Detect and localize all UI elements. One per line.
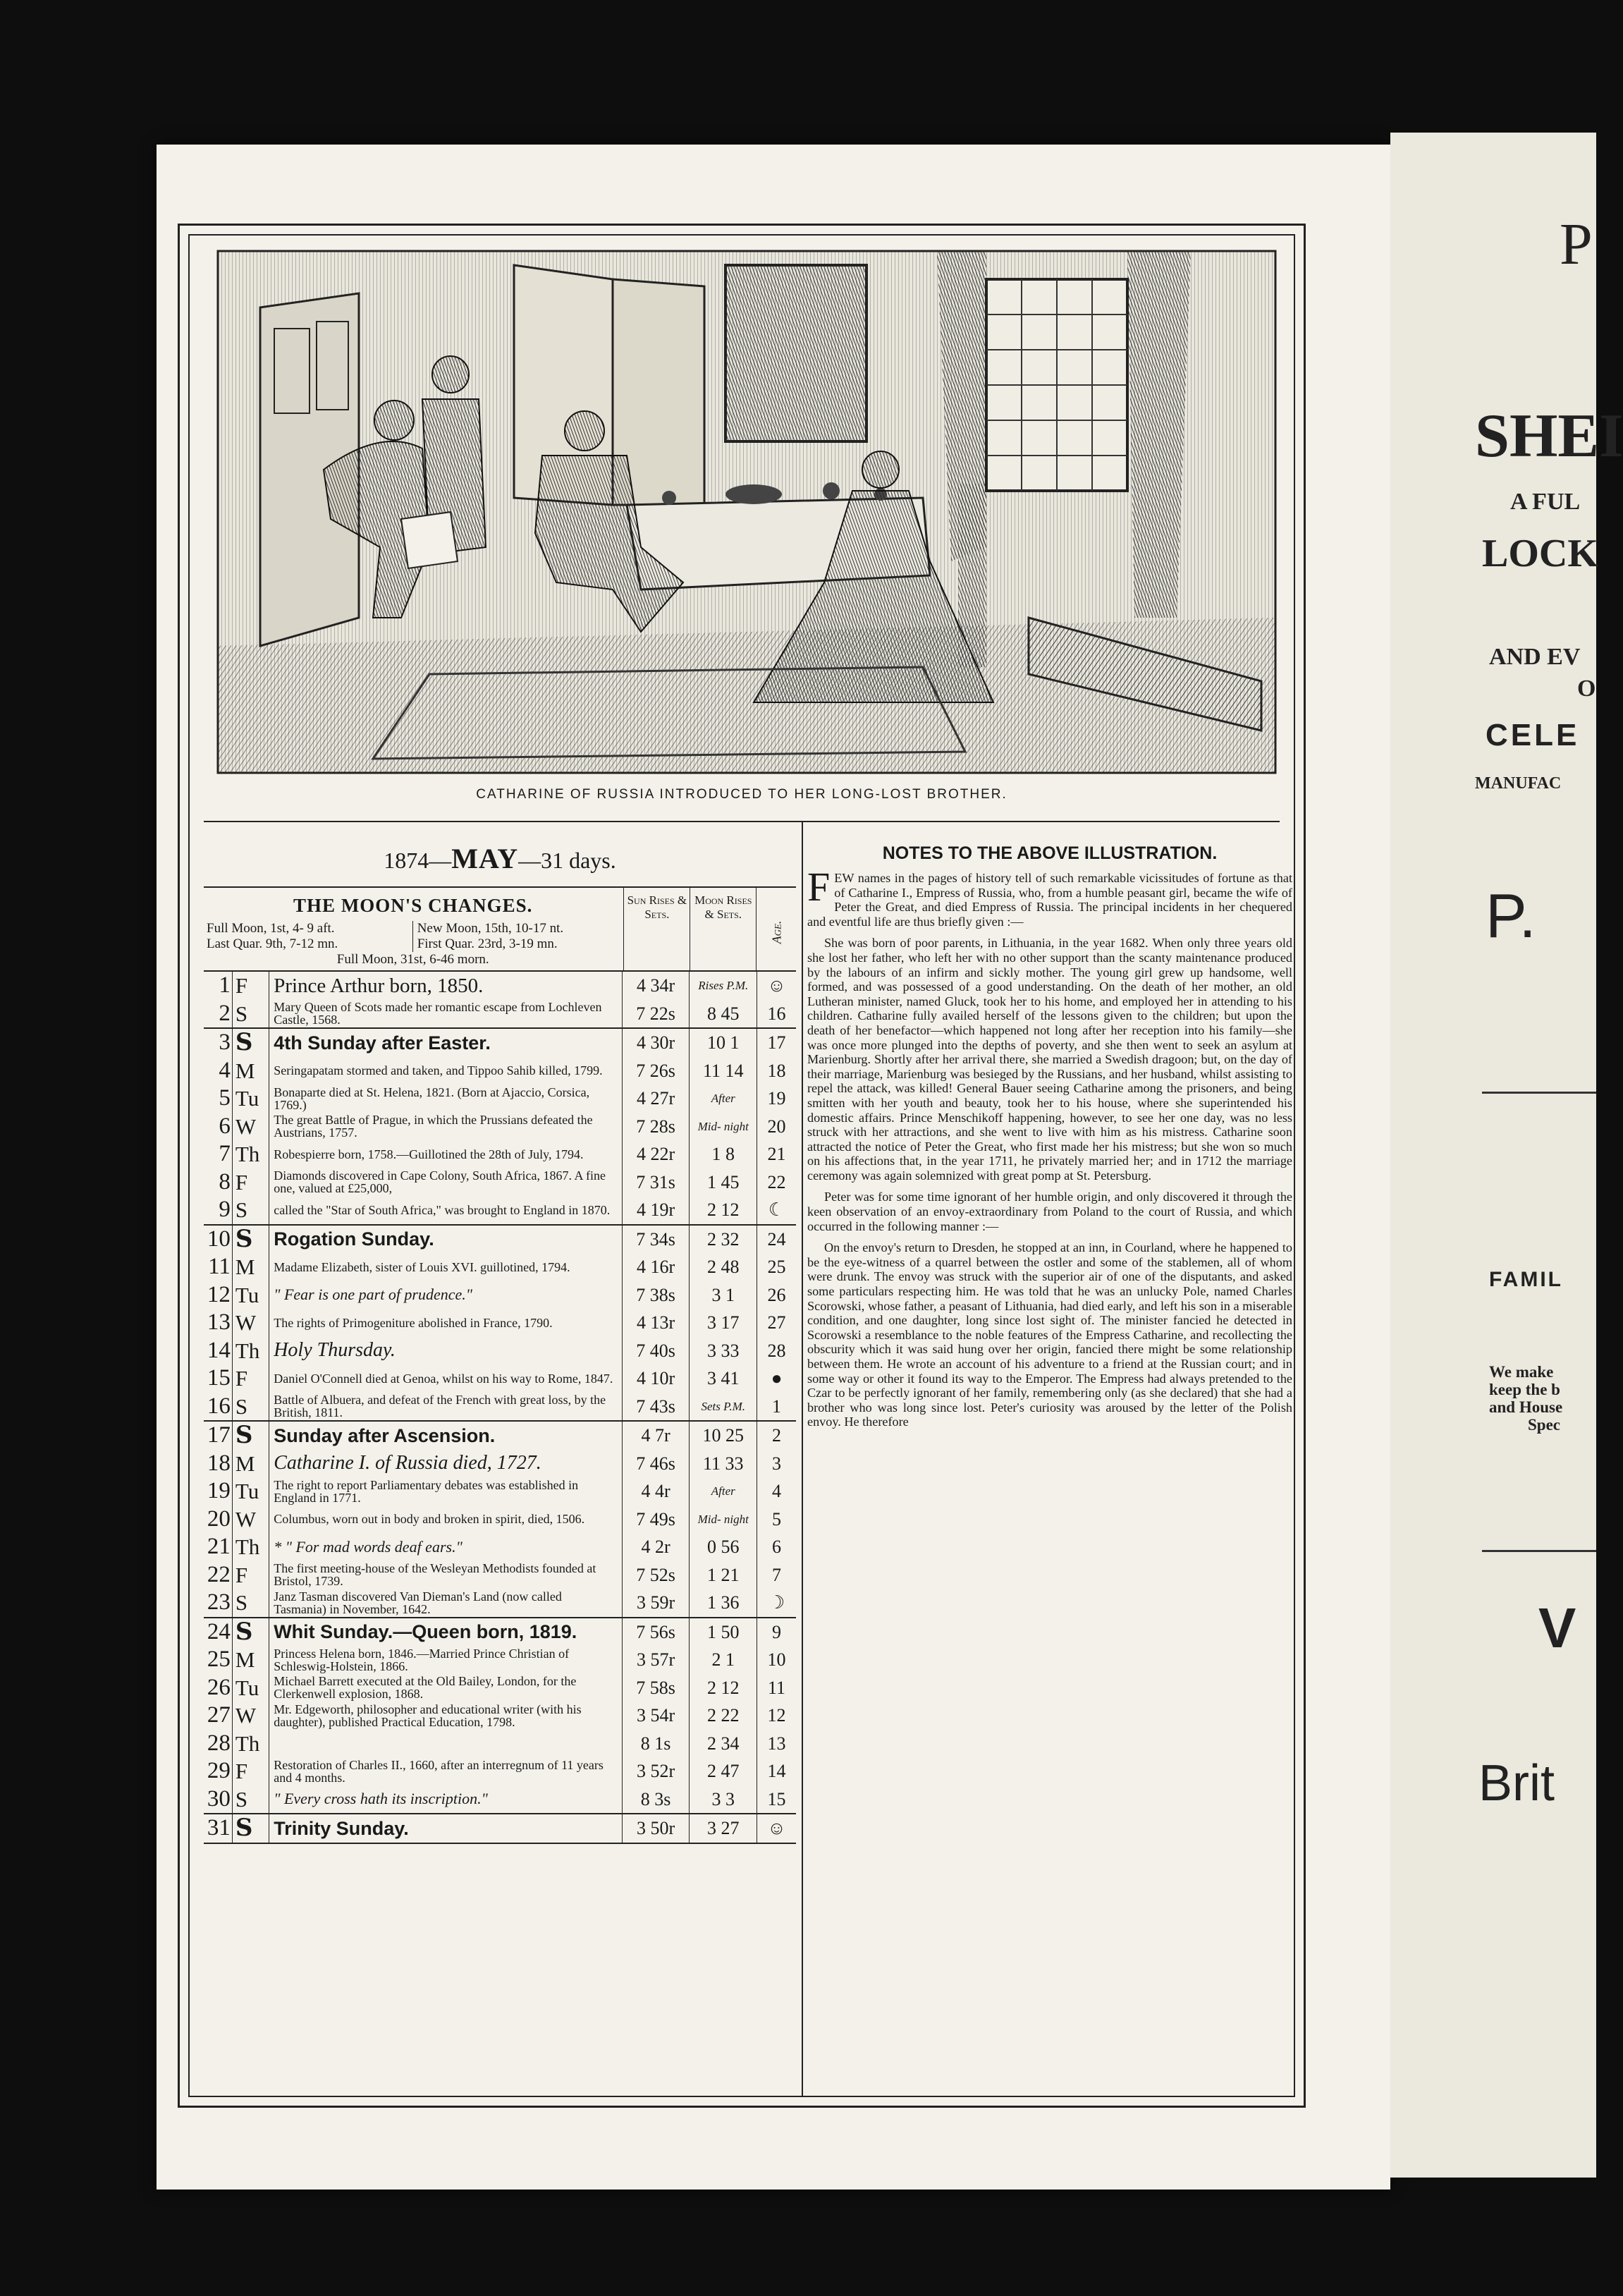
day-event: Catharine I. of Russia died, 1727.	[269, 1450, 622, 1478]
almanac-page	[157, 145, 1390, 2190]
notes-paragraph: On the envoy's return to Dresden, he stopped at an inn, in Courland, where he happened to be the eye-witness of a quarrel between the ostler and some of the stablemen, all of whom were drunk. The envoy was struck with the superior air of one of the disputants, and asked some particulars respecting him. He was told that he was an unlucky Pole, named Charles Scorowski, whose father, a peasant of Lithuania, had died early, and left his son in a miserable condition, and one daughter, long since lost sight of. The minister fancied he detected in Scorowski a resemblance to the noble features of the Empress Catharine, and recollecting the obscurity which it was said hung over her origin, fancied there might be some relationship between them. He wrote an account of his adventure to a friend at the Russian court; and in some way or other it found its way to the Emperor. The Empress had always pretended to the Czar to be perfectly ignorant of her family, remembering only (as she declared) that she had a brother who was long since lost. Peter's curiosity was aroused by the letter of the Polish envoy. He therefore	[807, 1240, 1292, 1429]
calendar-week	[204, 1226, 796, 1422]
moon-time: 1 8	[689, 1140, 757, 1168]
day-number: 9	[219, 1197, 231, 1223]
day-of-week: Tu	[232, 1281, 269, 1309]
sun-time: 7 56s	[622, 1618, 690, 1647]
day-number: 6	[219, 1113, 231, 1139]
day-number: 26	[207, 1674, 231, 1700]
day-event: Prince Arthur born, 1850.	[269, 972, 622, 1000]
moon-change-full: Full Moon, 31st, 6-46 morn.	[336, 952, 489, 967]
day-event	[269, 1730, 622, 1758]
moon-time: 2 32	[689, 1226, 757, 1254]
moon-time: 2 47	[689, 1757, 757, 1785]
calendar-day-row	[204, 1000, 796, 1028]
sun-time: 7 28s	[622, 1113, 690, 1141]
moon-time: 2 12	[689, 1196, 757, 1224]
day-of-week: S	[232, 1029, 269, 1057]
sun-time: 8 3s	[622, 1785, 690, 1814]
moon-change: Last Quar. 9th, 7-12 mn.	[207, 936, 413, 952]
moon-changes-header	[204, 886, 796, 970]
moon-change: New Moon, 15th, 10-17 nt.	[417, 921, 564, 936]
day-event: " Every cross hath its inscription."	[269, 1785, 622, 1814]
moon-age: 20	[757, 1113, 796, 1141]
adjacent-text: and House	[1489, 1398, 1563, 1416]
day-event: Michael Barrett executed at the Old Bailey, London, for the Clerkenwell explosion, 1868.	[269, 1674, 622, 1702]
moon-age: 24	[757, 1226, 796, 1254]
sun-time: 4 7r	[622, 1422, 690, 1450]
sun-time: 7 40s	[622, 1337, 690, 1365]
sun-time: 7 22s	[622, 1000, 690, 1028]
moon-age: 13	[757, 1730, 796, 1758]
sun-time: 7 46s	[622, 1450, 690, 1478]
calendar-day-row	[204, 1309, 796, 1337]
adjacent-text: P.	[1486, 881, 1536, 951]
moon-age: ●	[757, 1364, 796, 1393]
day-event: Whit Sunday.—Queen born, 1819.	[269, 1618, 622, 1647]
sun-time: 4 16r	[622, 1253, 690, 1281]
day-number: 27	[207, 1702, 231, 1728]
day-number: 15	[207, 1365, 231, 1391]
day-of-week: W	[232, 1702, 269, 1730]
moon-time: 3 27	[689, 1814, 757, 1843]
day-of-week: S	[232, 1196, 269, 1224]
calendar-title	[204, 842, 796, 875]
moon-age: 22	[757, 1168, 796, 1197]
day-number: 21	[207, 1534, 231, 1560]
day-event: Madame Elizabeth, sister of Louis XVI. guillotined, 1794.	[269, 1253, 622, 1281]
moon-changes-list	[207, 921, 619, 952]
calendar-day-row	[204, 1450, 796, 1478]
moon-time: 2 1	[689, 1646, 757, 1674]
day-number: 30	[207, 1785, 231, 1812]
calendar-day-row	[204, 1057, 796, 1085]
moon-time: 10 1	[689, 1029, 757, 1057]
moon-age: 1	[757, 1393, 796, 1421]
day-of-week: S	[232, 1393, 269, 1421]
calendar-day-row	[204, 1422, 796, 1450]
column-divider	[802, 821, 803, 2096]
day-event: called the "Star of South Africa," was brought to England in 1870.	[269, 1196, 622, 1224]
day-of-week: S	[232, 1422, 269, 1450]
calendar-day-row	[204, 1702, 796, 1730]
day-of-week: Tu	[232, 1477, 269, 1506]
day-event: Robespierre born, 1758.—Guillotined the 28th of July, 1794.	[269, 1140, 622, 1168]
day-event: Battle of Albuera, and defeat of the French with great loss, by the British, 1811.	[269, 1393, 622, 1421]
calendar-year: 1874—	[384, 848, 452, 873]
calendar-week	[204, 1422, 796, 1618]
calendar-day-row	[204, 1561, 796, 1589]
moon-age: 26	[757, 1281, 796, 1309]
day-number: 2	[219, 1000, 231, 1026]
moon-changes-title: THE MOON'S CHANGES.	[293, 895, 533, 916]
calendar-day-row	[204, 1533, 796, 1561]
moon-age: 6	[757, 1533, 796, 1561]
day-of-week: M	[232, 1646, 269, 1674]
caption-rule	[204, 821, 1280, 822]
moon-time: After	[689, 1477, 757, 1506]
adjacent-text: Spec	[1528, 1416, 1560, 1434]
sun-time: 7 38s	[622, 1281, 690, 1309]
day-number: 23	[207, 1589, 231, 1616]
sun-time: 4 2r	[622, 1533, 690, 1561]
moon-age: 12	[757, 1702, 796, 1730]
day-number: 14	[207, 1337, 231, 1363]
day-number: 29	[207, 1758, 231, 1784]
adjacent-text: MANUFAC	[1475, 774, 1562, 793]
day-of-week: Th	[232, 1730, 269, 1758]
moon-change: First Quar. 23rd, 3-19 mn.	[417, 936, 558, 951]
day-of-week: F	[232, 1168, 269, 1197]
day-number: 5	[219, 1085, 231, 1111]
moon-age: 16	[757, 1000, 796, 1028]
moon-age: ☺	[757, 972, 796, 1000]
sun-time: 7 52s	[622, 1561, 690, 1589]
moon-time: 2 34	[689, 1730, 757, 1758]
moon-time: 3 33	[689, 1337, 757, 1365]
day-of-week: S	[232, 1000, 269, 1028]
day-event: Mr. Edgeworth, philosopher and educational writer (with his daughter), published Practical Education, 1798.	[269, 1702, 622, 1730]
moon-age: 17	[757, 1029, 796, 1057]
sun-time: 4 30r	[622, 1029, 690, 1057]
day-number: 13	[207, 1309, 231, 1336]
calendar-day-row	[204, 1281, 796, 1309]
day-number: 1	[219, 972, 231, 999]
day-event: Princess Helena born, 1846.—Married Prince Christian of Schleswig-Holstein, 1866.	[269, 1646, 622, 1674]
calendar-day-row	[204, 972, 796, 1000]
day-number: 7	[219, 1141, 231, 1167]
day-event: The first meeting-house of the Wesleyan Methodists founded at Bristol, 1739.	[269, 1561, 622, 1589]
calendar-day-row	[204, 1785, 796, 1814]
day-event: The rights of Primogeniture abolished in France, 1790.	[269, 1309, 622, 1337]
calendar-day-row	[204, 1393, 796, 1421]
sun-time: 8 1s	[622, 1730, 690, 1758]
day-of-week: S	[232, 1785, 269, 1814]
moon-age: 15	[757, 1785, 796, 1814]
day-number: 24	[207, 1618, 231, 1644]
day-event: Rogation Sunday.	[269, 1226, 622, 1254]
day-number: 22	[207, 1561, 231, 1587]
day-of-week: S	[232, 1589, 269, 1617]
day-of-week: Tu	[232, 1674, 269, 1702]
calendar-day-row	[204, 1618, 796, 1647]
day-event: " Fear is one part of prudence."	[269, 1281, 622, 1309]
calendar-week	[204, 1814, 796, 1844]
day-event: Holy Thursday.	[269, 1337, 622, 1365]
day-number: 10	[207, 1226, 231, 1252]
day-of-week: M	[232, 1057, 269, 1085]
engraving-drawing	[218, 251, 1275, 773]
calendar-day-row	[204, 1113, 796, 1141]
day-of-week: Th	[232, 1533, 269, 1561]
moon-time: 2 12	[689, 1674, 757, 1702]
moon-age: 14	[757, 1757, 796, 1785]
day-event: * " For mad words deaf ears."	[269, 1533, 622, 1561]
moon-age: 19	[757, 1085, 796, 1113]
moon-time: 11 14	[689, 1057, 757, 1085]
calendar-week	[204, 1618, 796, 1815]
calendar-week	[204, 1029, 796, 1226]
moon-change: Full Moon, 1st, 4- 9 aft.	[207, 921, 413, 936]
sun-time: 4 34r	[622, 972, 690, 1000]
moon-age: 9	[757, 1618, 796, 1647]
moon-time: Mid- night	[689, 1506, 757, 1534]
day-of-week: F	[232, 1364, 269, 1393]
moon-time: 3 41	[689, 1364, 757, 1393]
adjacent-text: AND EV	[1489, 644, 1581, 670]
moon-time: 1 45	[689, 1168, 757, 1197]
sun-time: 3 59r	[622, 1589, 690, 1617]
moon-age: ☽	[757, 1589, 796, 1617]
calendar-month: MAY	[451, 843, 519, 874]
adjacent-text: Brit	[1478, 1755, 1555, 1812]
calendar-day-row	[204, 1730, 796, 1758]
engraving-illustration	[218, 251, 1275, 773]
day-of-week: W	[232, 1113, 269, 1141]
moon-time: 10 25	[689, 1422, 757, 1450]
moon-age: 2	[757, 1422, 796, 1450]
adjacent-text: V	[1538, 1596, 1576, 1659]
moon-time: 8 45	[689, 1000, 757, 1028]
calendar-day-row	[204, 1506, 796, 1534]
moon-age: ☺	[757, 1814, 796, 1843]
day-of-week: M	[232, 1253, 269, 1281]
moon-time: Sets P.M.	[689, 1393, 757, 1421]
calendar-day-row	[204, 1364, 796, 1393]
moon-time: 1 21	[689, 1561, 757, 1589]
inner-border	[188, 234, 1295, 2097]
moon-age: 10	[757, 1646, 796, 1674]
day-of-week: M	[232, 1450, 269, 1478]
calendar-table	[204, 835, 796, 1844]
day-of-week: S	[232, 1226, 269, 1254]
moon-time: 2 48	[689, 1253, 757, 1281]
sun-time: 4 27r	[622, 1085, 690, 1113]
moon-column-header: Moon Rises & Sets.	[690, 888, 757, 970]
day-number: 16	[207, 1393, 231, 1419]
notes-paragraph: Peter was for some time ignorant of her humble origin, and only discovered it through the keen observation of an envoy-extraordinary from Poland to the court of Russia, and which occurred in the following manner :—	[807, 1190, 1292, 1233]
calendar-day-row	[204, 1196, 796, 1224]
calendar-day-row	[204, 1253, 796, 1281]
moon-time: 2 22	[689, 1702, 757, 1730]
day-number: 18	[207, 1450, 231, 1476]
calendar-day-row	[204, 1226, 796, 1254]
adjacent-text: FAMIL	[1489, 1268, 1563, 1291]
adjacent-text: A FUL	[1510, 489, 1581, 515]
day-event: Sunday after Ascension.	[269, 1422, 622, 1450]
calendar-day-row	[204, 1029, 796, 1057]
moon-age: 11	[757, 1674, 796, 1702]
calendar-day-row	[204, 1646, 796, 1674]
sun-time: 7 43s	[622, 1393, 690, 1421]
moon-time: Rises P.M.	[689, 972, 757, 1000]
calendar-days	[204, 970, 796, 1844]
moon-age: 4	[757, 1477, 796, 1506]
calendar-day-row	[204, 1337, 796, 1365]
day-number: 28	[207, 1730, 231, 1756]
calendar-day-row	[204, 1674, 796, 1702]
adjacent-text: keep the b	[1489, 1381, 1560, 1398]
moon-time: Mid- night	[689, 1113, 757, 1141]
day-event: Mary Queen of Scots made her romantic escape from Lochleven Castle, 1568.	[269, 1000, 622, 1028]
calendar-day-row	[204, 1477, 796, 1506]
day-number: 19	[207, 1478, 231, 1504]
day-event: The great Battle of Prague, in which the Prussians defeated the Austrians, 1757.	[269, 1113, 622, 1141]
day-event: Restoration of Charles II., 1660, after an interregnum of 11 years and 4 months.	[269, 1757, 622, 1785]
age-column-header	[757, 888, 796, 970]
moon-age: 25	[757, 1253, 796, 1281]
day-of-week: Th	[232, 1140, 269, 1168]
adjacent-text: CELE	[1486, 718, 1580, 752]
sun-time: 3 54r	[622, 1702, 690, 1730]
day-event: Columbus, worn out in body and broken in spirit, died, 1506.	[269, 1506, 622, 1534]
sun-time: 4 22r	[622, 1140, 690, 1168]
day-event: The right to report Parliamentary debates was established in England in 1771.	[269, 1477, 622, 1506]
moon-time: 11 33	[689, 1450, 757, 1478]
day-event: Seringapatam stormed and taken, and Tippoo Sahib killed, 1799.	[269, 1057, 622, 1085]
moon-age: 3	[757, 1450, 796, 1478]
moon-time: 3 3	[689, 1785, 757, 1814]
day-of-week: S	[232, 1814, 269, 1843]
day-of-week: F	[232, 972, 269, 1000]
adjacent-rule	[1482, 1550, 1596, 1552]
day-number: 8	[219, 1168, 231, 1195]
moon-time: 1 50	[689, 1618, 757, 1647]
age-label: Age.	[769, 920, 784, 944]
sun-time: 7 34s	[622, 1226, 690, 1254]
moon-time: 0 56	[689, 1533, 757, 1561]
day-number: 4	[219, 1057, 231, 1083]
day-number: 20	[207, 1506, 231, 1532]
calendar-days-count: —31 days.	[518, 848, 616, 873]
sun-time: 4 19r	[622, 1196, 690, 1224]
calendar-day-row	[204, 1140, 796, 1168]
day-event: Bonaparte died at St. Helena, 1821. (Born at Ajaccio, Corsica, 1769.)	[269, 1085, 622, 1113]
sun-time: 7 58s	[622, 1674, 690, 1702]
day-event: Daniel O'Connell died at Genoa, whilst on his way to Rome, 1847.	[269, 1364, 622, 1393]
notes-title: NOTES TO THE ABOVE ILLUSTRATION.	[882, 843, 1218, 863]
moon-age: ☾	[757, 1196, 796, 1224]
day-event: Trinity Sunday.	[269, 1814, 622, 1843]
day-number: 12	[207, 1281, 231, 1307]
sun-time: 4 13r	[622, 1309, 690, 1337]
notes-paragraph: She was born of poor parents, in Lithuania, in the year 1682. When only three years old she lost her father, who left her with no other support than the scanty maintenance produced by the labours of an infirm and sickly mother. The young girl grew up handsome, well formed, and was possessed of a good understanding. On the death of her mother, an old Lutheran minister, named Gluck, took her to his home, and employed her in attending to his children. Catharine fully availed herself of the lessons given to the children; but upon the death of her benefactor—which happened not long after her reception into his family—she was once more plunged into the depths of poverty, and she then went to seek an asylum at Marienburg. Shortly after her arrival there, she married a Swedish dragoon; but, on the day of their marriage, Marienburg was besieged by the Russians, and her husband, whilst assisting to repel the attack, was killed! General Bauer seeing Catharine among the prisoners, and being smitten with her youth and beauty, took her to his house, where she superintended his domestic affairs. Prince Menschikoff happening, however, to see her one day, was no less struck with her attractions, and she went to live with him as his mistress. Catharine soon attracted the notice of Peter the Great, who first made her his mistress; but she won so much on his affections that, in the year 1711, he privately married her; and in 1712 the marriage ceremony was again solemnized with great pomp at St. Petersburg.	[807, 936, 1292, 1183]
adjacent-text: We make	[1489, 1363, 1554, 1381]
sun-time: 7 31s	[622, 1168, 690, 1197]
day-number: 31	[207, 1815, 231, 1841]
day-event: Diamonds discovered in Cape Colony, South Africa, 1867. A fine one, valued at £25,000,	[269, 1168, 622, 1197]
moon-time: After	[689, 1085, 757, 1113]
day-of-week: W	[232, 1309, 269, 1337]
day-of-week: W	[232, 1506, 269, 1534]
day-of-week: S	[232, 1618, 269, 1647]
day-of-week: Tu	[232, 1085, 269, 1113]
moon-changes-block	[204, 888, 624, 970]
adjacent-rule	[1482, 1092, 1596, 1094]
day-number: 3	[219, 1030, 231, 1056]
adjacent-text: O	[1577, 676, 1596, 702]
adjacent-text: SHEI	[1475, 402, 1623, 470]
day-of-week: F	[232, 1757, 269, 1785]
calendar-day-row	[204, 1589, 796, 1617]
sun-time: 4 4r	[622, 1477, 690, 1506]
sun-time: 3 57r	[622, 1646, 690, 1674]
sun-time: 7 49s	[622, 1506, 690, 1534]
adjacent-text: P	[1560, 212, 1593, 277]
adjacent-page-edge	[1390, 133, 1623, 2178]
moon-age: 7	[757, 1561, 796, 1589]
sun-time: 3 52r	[622, 1757, 690, 1785]
day-number: 17	[207, 1422, 231, 1448]
moon-time: 1 36	[689, 1589, 757, 1617]
sun-time: 4 10r	[622, 1364, 690, 1393]
illustration-caption: CATHARINE OF RUSSIA INTRODUCED TO HER LONG-LOST BROTHER.	[476, 787, 1008, 802]
day-number: 25	[207, 1647, 231, 1673]
page-border	[178, 224, 1306, 2108]
day-of-week: Th	[232, 1337, 269, 1365]
notes-paragraph: FEW names in the pages of history tell of such remarkable vicissitudes of fortune as that of Catharine I., Empress of Russia, who, from a humble peasant girl, became the wife of Peter the Great, and died Empress of Russia. The principal incidents in her chequered and eventful life are thus briefly given :—	[807, 864, 1292, 929]
day-number: 11	[208, 1254, 231, 1280]
calendar-day-row	[204, 1085, 796, 1113]
adjacent-text: LOCK	[1482, 532, 1598, 575]
day-event: 4th Sunday after Easter.	[269, 1029, 622, 1057]
calendar-day-row	[204, 1814, 796, 1843]
calendar-week	[204, 972, 796, 1029]
day-event: Janz Tasman discovered Van Dieman's Land (now called Tasmania) in November, 1642.	[269, 1589, 622, 1617]
sun-time: 3 50r	[622, 1814, 690, 1843]
moon-age: 21	[757, 1140, 796, 1168]
notes-column	[807, 835, 1292, 1436]
moon-age: 18	[757, 1057, 796, 1085]
calendar-day-row	[204, 1168, 796, 1197]
sun-time: 7 26s	[622, 1057, 690, 1085]
moon-time: 3 17	[689, 1309, 757, 1337]
moon-age: 5	[757, 1506, 796, 1534]
calendar-day-row	[204, 1757, 796, 1785]
day-of-week: F	[232, 1561, 269, 1589]
sun-column-header: Sun Rises & Sets.	[624, 888, 690, 970]
moon-time: 3 1	[689, 1281, 757, 1309]
moon-age: 28	[757, 1337, 796, 1365]
moon-age: 27	[757, 1309, 796, 1337]
